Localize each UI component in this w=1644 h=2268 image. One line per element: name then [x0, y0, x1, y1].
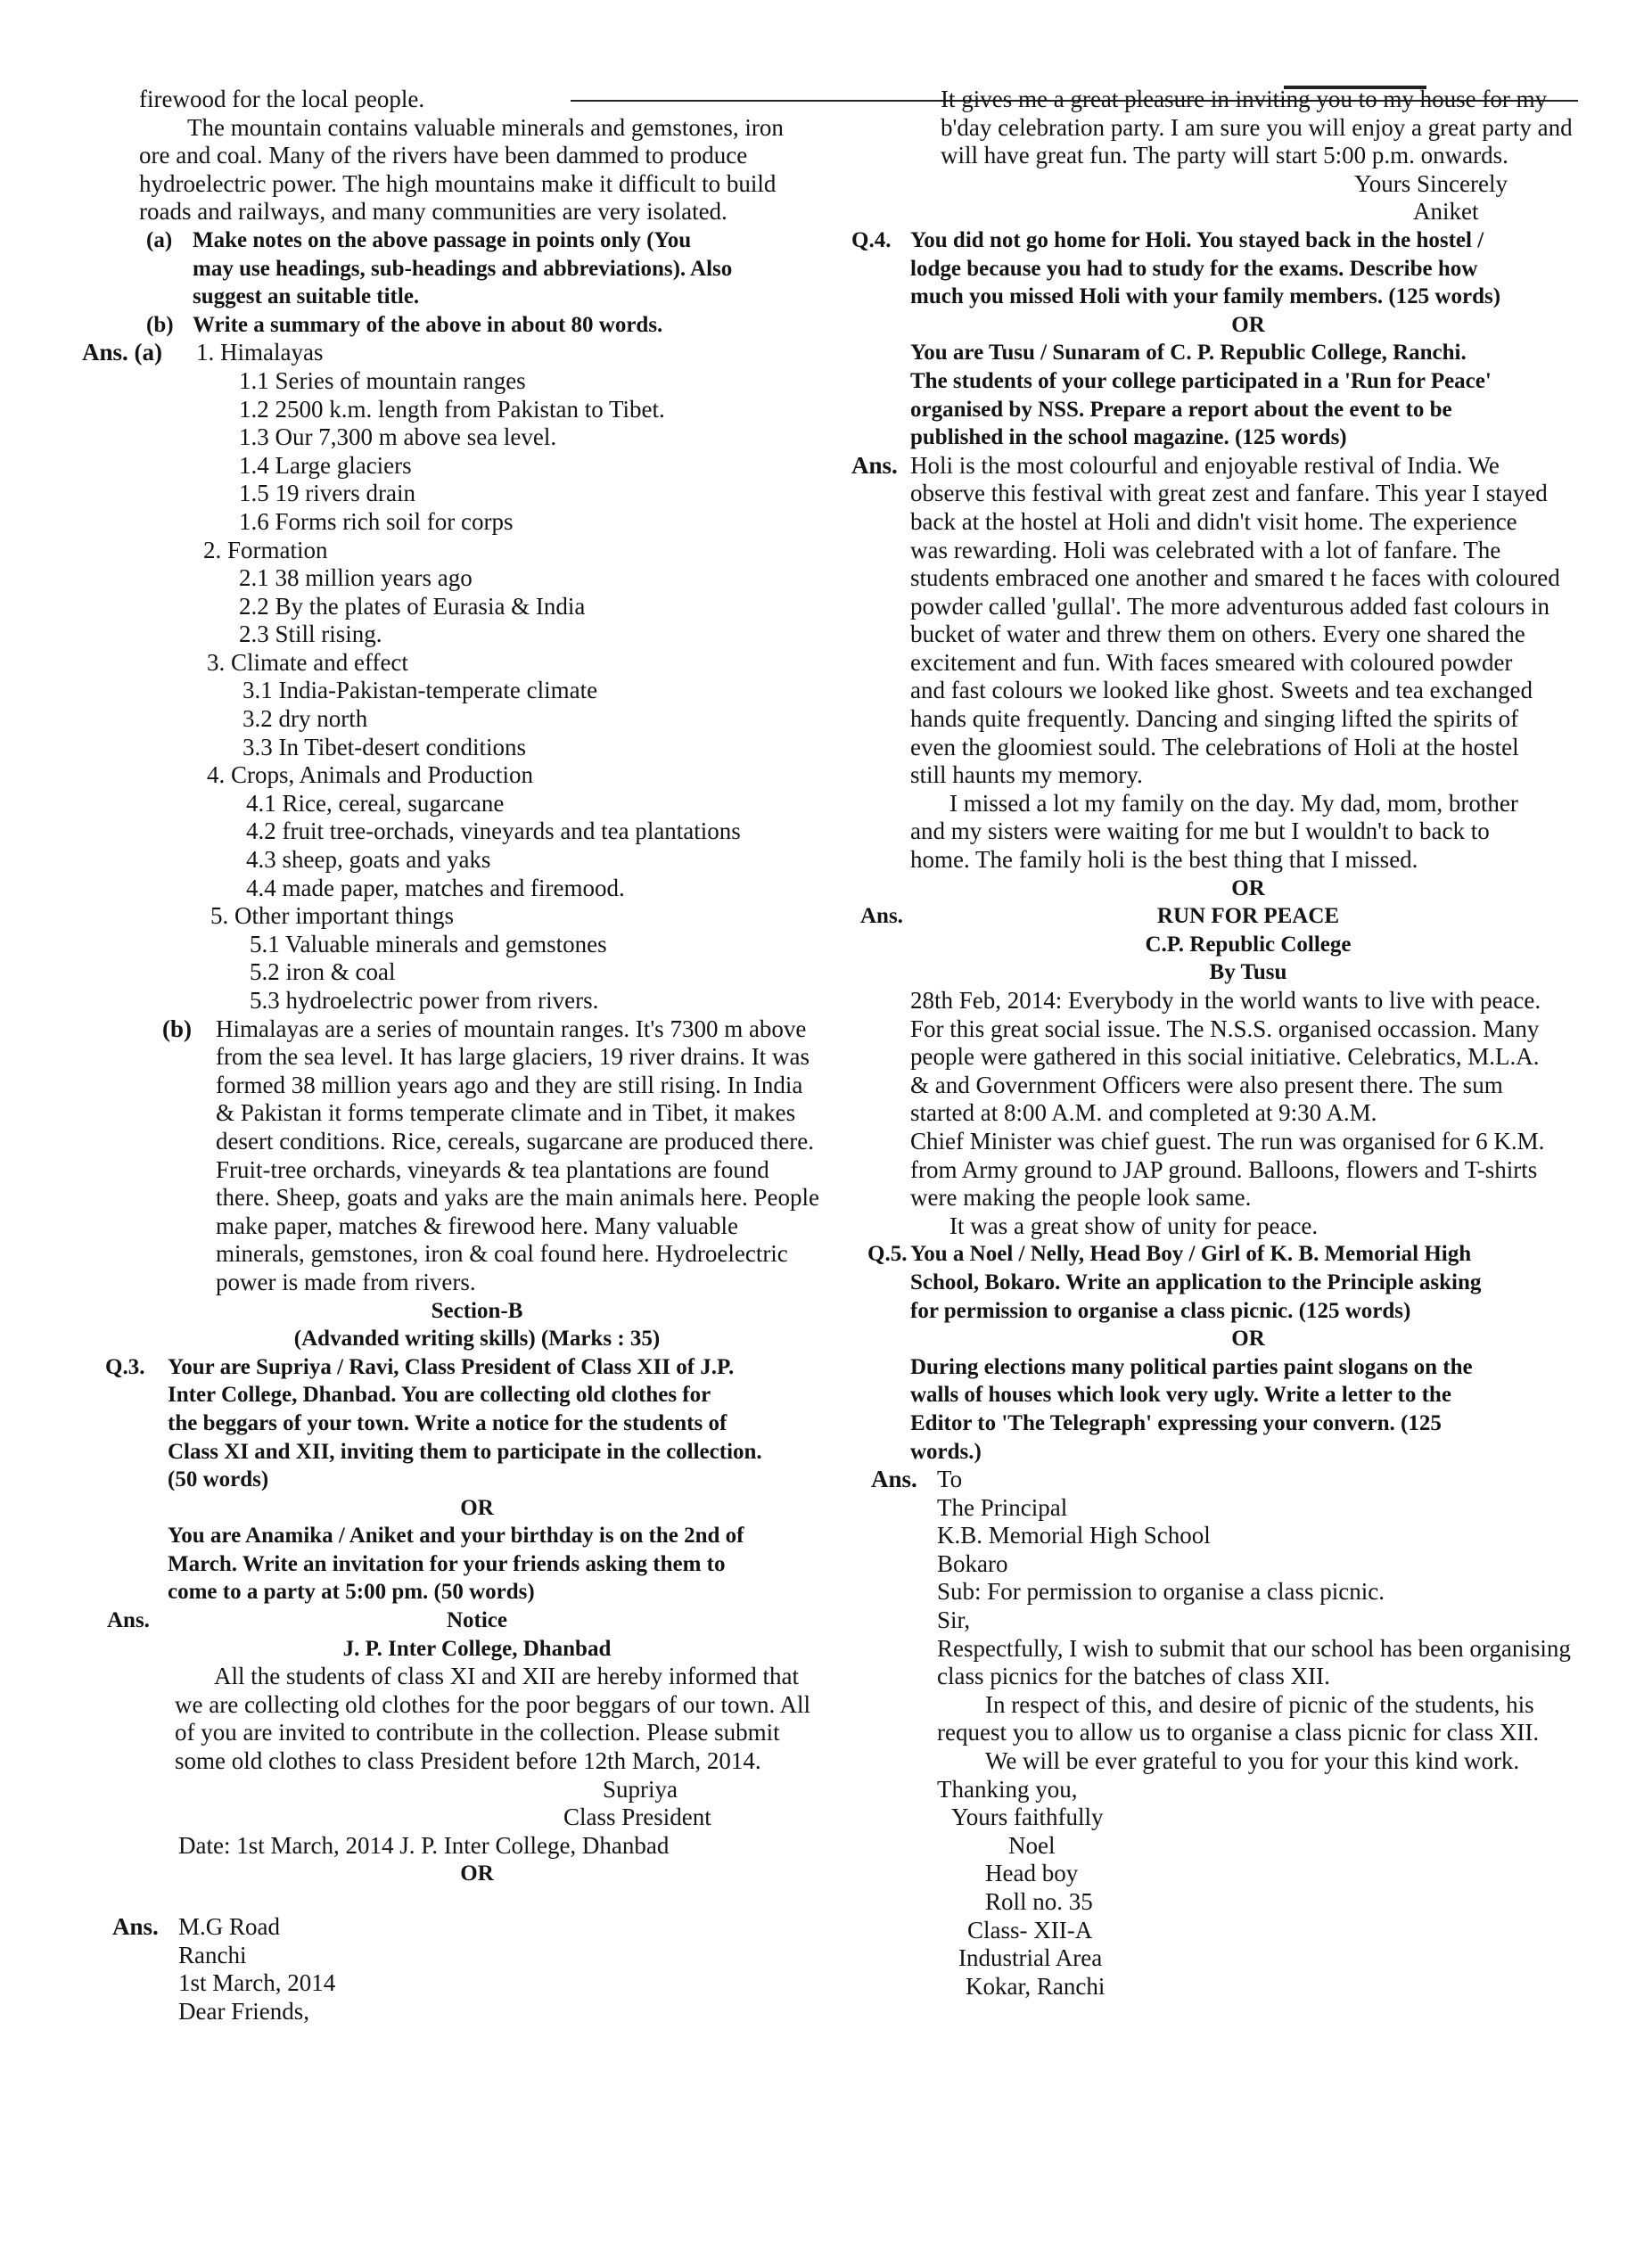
right-column-line — [851, 1381, 1591, 1409]
right-column-line — [851, 761, 1591, 790]
right-column-line — [851, 396, 1591, 424]
line-text: 5. Other important things — [210, 902, 454, 930]
line-text: Editor to 'The Telegraph' expressing your convern. (125 — [910, 1410, 1442, 1435]
right-column-line — [851, 987, 1591, 1015]
left-column-line — [107, 1550, 847, 1579]
right-column-line — [851, 1212, 1591, 1241]
line-text: Supriya — [603, 1775, 678, 1803]
line-text: will have great fun. The party will start 5:00 p.m. onwards. — [941, 142, 1508, 169]
line-text: The students of your college participated in a 'Run for Peace' — [910, 368, 1492, 393]
left-column-line — [107, 790, 847, 818]
left-column-line — [107, 1466, 847, 1494]
left-column-line — [107, 1888, 847, 1913]
right-column-line — [851, 339, 1591, 367]
right-column-line — [851, 1297, 1591, 1326]
line-text: OR — [1231, 312, 1265, 337]
line-text: 5.1 Valuable minerals and gemstones — [250, 930, 607, 957]
line-text: Class XI and XII, inviting them to participate in the collection. — [168, 1439, 762, 1464]
line-text: 4.2 fruit tree-orchads, vineyards and tea plantations — [246, 818, 741, 845]
line-text: still haunts my memory. — [910, 761, 1143, 789]
line-text: Kokar, Ranchi — [966, 1972, 1106, 2000]
left-column-line — [107, 396, 847, 424]
left-column-line — [107, 987, 847, 1015]
line-text: It gives me a great pleasure in inviting you to my house for my — [941, 86, 1548, 112]
line-text: observe this festival with great zest and fanfare. This year I stayed — [910, 480, 1548, 507]
left-column-line — [107, 1578, 847, 1606]
line-text: were making the people look same. — [910, 1184, 1252, 1212]
left-column-line — [107, 705, 847, 734]
left-column-line — [107, 1240, 847, 1269]
line-text: You did not go home for Holi. You stayed back in the hostel / — [910, 227, 1484, 252]
left-column-line — [107, 480, 847, 508]
line-text: 28th Feb, 2014: Everybody in the world wants to live with peace. — [910, 987, 1541, 1014]
right-column-line — [851, 1184, 1591, 1212]
line-text: 4.3 sheep, goats and yaks — [246, 846, 491, 874]
line-text: Notice — [446, 1608, 508, 1633]
right-column-line — [851, 818, 1591, 846]
right-column-line — [851, 1438, 1591, 1467]
line-text: the beggars of your town. Write a notice for the students of — [168, 1410, 727, 1435]
line-text: and my sisters were waiting for me but I wouldn't to back to — [910, 818, 1490, 845]
line-text: Yours faithfully — [951, 1804, 1104, 1831]
line-text: organised by NSS. Prepare a report about the event to be — [910, 397, 1452, 422]
right-column-line — [851, 846, 1591, 875]
right-column-line — [851, 1043, 1591, 1072]
question-label: (b) — [162, 1015, 192, 1042]
left-column-line — [107, 1776, 847, 1804]
right-column-line — [851, 1099, 1591, 1128]
line-text: 4.1 Rice, cereal, sugarcane — [246, 789, 505, 817]
line-text: Yours Sincerely — [1354, 169, 1508, 197]
line-text: 1.1 Series of mountain ranges — [239, 366, 526, 394]
line-text: Sir, — [937, 1606, 971, 1634]
left-column-line — [107, 1297, 847, 1326]
line-text: Class- XII-A — [967, 1916, 1093, 1943]
line-text: 2.3 Still rising. — [239, 620, 382, 648]
line-text: M.G Road — [178, 1913, 280, 1940]
line-text: there. Sheep, goats and yaks are the main animals here. People — [216, 1184, 820, 1212]
right-column-line — [851, 1156, 1591, 1185]
left-column-line — [107, 452, 847, 481]
left-column-line — [107, 1998, 847, 2026]
line-text: School, Bokaro. Write an application to the Principle asking — [910, 1270, 1482, 1294]
line-text: powder called 'gullal'. The more adventurous added fast colours in — [910, 592, 1550, 620]
line-text: Date: 1st March, 2014 J. P. Inter College, Dhanbad — [178, 1831, 670, 1859]
left-column-line — [107, 1804, 847, 1832]
line-text: some old clothes to class President before 12th March, 2014. — [175, 1747, 761, 1775]
line-text: walls of houses which look very ugly. Write a letter to the — [910, 1383, 1451, 1408]
right-column-line — [851, 1832, 1591, 1861]
line-text: OR — [460, 1495, 494, 1520]
line-text: words.) — [910, 1439, 982, 1464]
line-text: excitement and fun. With faces smeared with coloured powder — [910, 648, 1513, 676]
line-text: 2.2 By the plates of Eurasia & India — [239, 592, 586, 620]
left-column-line — [107, 1663, 847, 1691]
left-column-line — [82, 339, 847, 367]
line-text: was rewarding. Holi was celebrated with a lot of fanfare. The — [910, 536, 1501, 563]
line-text: Holi is the most colourful and enjoyable restival of India. We — [910, 451, 1500, 479]
right-column-line — [851, 1804, 1591, 1832]
line-text: The mountain contains valuable minerals and gemstones, iron — [187, 113, 784, 141]
right-column-line — [851, 1072, 1591, 1100]
line-text: Respectfully, I wish to submit that our school has been organising — [937, 1634, 1571, 1662]
right-column-line — [851, 1015, 1591, 1044]
left-column-line — [107, 677, 847, 705]
right-column-line — [851, 537, 1591, 565]
line-text: Aniket — [1413, 198, 1479, 226]
left-column-line — [107, 1156, 847, 1185]
right-column-line — [851, 1635, 1591, 1664]
line-text: 5.3 hydroelectric power from rivers. — [250, 987, 599, 1014]
line-text: You are Anamika / Aniket and your birthday is on the 2nd of — [168, 1524, 744, 1549]
line-text: 1.5 19 rivers drain — [239, 480, 415, 507]
line-text: K.B. Memorial High School — [937, 1522, 1211, 1549]
left-column-line — [107, 226, 847, 255]
line-text: (50 words) — [168, 1467, 269, 1492]
right-column-line — [851, 902, 1591, 931]
right-column-line — [851, 1466, 1591, 1494]
right-column-line — [851, 1353, 1591, 1382]
line-text: It was a great show of unity for peace. — [949, 1212, 1319, 1239]
question-label: Q.5. — [867, 1242, 908, 1267]
left-column-line — [107, 1942, 847, 1970]
line-text: Write a summary of the above in about 80 words. — [193, 312, 663, 337]
right-column-line — [851, 423, 1591, 452]
line-text: By Tusu — [1209, 960, 1287, 985]
line-text: 1.2 2500 k.m. length from Pakistan to Tibet. — [239, 395, 665, 423]
right-column-line — [851, 1973, 1591, 2001]
left-column-line — [107, 931, 847, 959]
line-text: Ranchi — [178, 1941, 247, 1968]
right-column-line — [851, 508, 1591, 537]
line-text: ore and coal. Many of the rivers have been dammed to produce — [139, 142, 748, 169]
line-text: 3.2 dry north — [242, 705, 368, 733]
line-text: We will be ever grateful to you for your this kind work. — [985, 1747, 1520, 1775]
line-text: Industrial Area — [958, 1944, 1103, 1972]
right-column-line — [851, 367, 1591, 396]
line-text: started at 8:00 A.M. and completed at 9:30 A.M. — [910, 1099, 1377, 1127]
left-column-line — [107, 902, 847, 931]
line-text: published in the school magazine. (125 words) — [910, 425, 1347, 450]
right-column-line — [851, 790, 1591, 818]
line-text: & Pakistan it forms temperate climate and in Tibet, it makes — [216, 1099, 796, 1127]
right-column-line — [851, 226, 1591, 255]
line-text: OR — [460, 1861, 494, 1886]
line-text: desert conditions. Rice, cereals, sugarcane are produced there. — [216, 1127, 814, 1155]
left-column-line — [107, 1409, 847, 1438]
left-column-line — [107, 1072, 847, 1100]
line-text: 1.4 Large glaciers — [239, 451, 412, 479]
line-text: Section-B — [431, 1298, 523, 1323]
line-text: Bokaro — [937, 1549, 1008, 1577]
line-text: hydroelectric power. The high mountains make it difficult to build — [139, 169, 777, 197]
line-text: 3. Climate and effect — [207, 648, 408, 676]
left-column-line — [107, 1606, 847, 1635]
left-column-line — [107, 367, 847, 396]
line-text: formed 38 million years ago and they are still rising. In India — [216, 1071, 803, 1098]
line-text: 1.6 Forms rich soil for corps — [239, 507, 514, 535]
left-column-line — [107, 1325, 847, 1353]
right-column-line — [851, 1860, 1591, 1888]
right-column-line — [851, 1606, 1591, 1635]
left-column-line — [107, 508, 847, 537]
line-text: Dear Friends, — [178, 1997, 309, 2025]
line-text: hands quite frequently. Dancing and singing lifted the spirits of — [910, 705, 1519, 733]
line-text: OR — [1231, 1327, 1265, 1352]
line-text: roads and railways, and many communities are very isolated. — [139, 198, 727, 226]
left-column-line — [107, 1269, 847, 1297]
left-column-line — [107, 1438, 847, 1467]
line-text: come to a party at 5:00 pm. (50 words) — [168, 1580, 535, 1605]
line-text: may use headings, sub-headings and abbreviations). Also — [193, 256, 733, 281]
line-text: 4. Crops, Animals and Production — [207, 761, 533, 789]
right-column-line — [851, 198, 1591, 226]
right-column-line — [851, 1578, 1591, 1606]
line-text: 5.2 iron & coal — [250, 958, 396, 986]
line-text: & and Government Officers were also present there. The sum — [910, 1071, 1503, 1098]
left-column-line — [107, 311, 847, 340]
right-column-line — [851, 1128, 1591, 1156]
line-text: students embraced one another and smared t he faces with coloured — [910, 564, 1560, 592]
right-column-line — [851, 649, 1591, 678]
left-column-line — [107, 846, 847, 875]
right-column-line — [851, 114, 1591, 143]
left-column-line — [107, 114, 847, 143]
left-column-line — [107, 761, 847, 790]
right-column — [851, 86, 1591, 2001]
right-column-line — [851, 1888, 1591, 1917]
line-text: of you are invited to contribute in the collection. Please submit — [175, 1719, 780, 1746]
right-column-line — [851, 1522, 1591, 1550]
right-column-line — [851, 283, 1591, 311]
line-text: The Principal — [937, 1493, 1068, 1521]
line-text: Thanking you, — [937, 1775, 1078, 1803]
left-column-line — [107, 1381, 847, 1409]
left-column-line — [107, 875, 847, 903]
line-text: Himalayas are a series of mountain ranges. It's 7300 m above — [216, 1015, 807, 1042]
right-column-line — [851, 1269, 1591, 1297]
line-text: 2.1 38 million years ago — [239, 564, 473, 592]
left-column-line — [107, 1913, 847, 1942]
right-column-line — [851, 311, 1591, 340]
left-column-line — [107, 1184, 847, 1212]
line-text: back at the hostel at Holi and didn't visit home. The experience — [910, 507, 1517, 535]
line-text: for permission to organise a class picnic. (125 words) — [910, 1298, 1411, 1323]
question-label: Ans. — [851, 451, 898, 479]
line-text: For this great social issue. The N.S.S. organised occassion. Many — [910, 1015, 1540, 1042]
question-label: Q.4. — [851, 227, 892, 252]
line-text: OR — [1231, 875, 1265, 900]
line-text: C.P. Republic College — [1145, 932, 1352, 957]
left-column-line — [107, 142, 847, 170]
right-column-line — [851, 1663, 1591, 1691]
right-column-line — [851, 170, 1591, 199]
left-column-line — [107, 283, 847, 311]
line-text: Chief Minister was chief guest. The run was organised for 6 K.M. — [910, 1127, 1545, 1155]
line-text: even the gloomiest sould. The celebrations of Holi at the hostel — [910, 733, 1519, 760]
line-text: To — [937, 1466, 963, 1493]
right-column-line — [851, 564, 1591, 593]
line-text: 1st March, 2014 — [178, 1969, 336, 1997]
left-column-line — [107, 170, 847, 199]
right-column-line — [851, 705, 1591, 734]
right-column-line — [851, 1691, 1591, 1720]
line-text: from the sea level. It has large glaciers, 19 river drains. It was — [216, 1043, 810, 1071]
right-column-line — [851, 480, 1591, 508]
line-text: I missed a lot my family on the day. My dad, mom, brother — [949, 789, 1518, 817]
question-label: Ans. — [107, 1608, 150, 1633]
line-text: 3.1 India-Pakistan-temperate climate — [242, 677, 598, 704]
left-column-line — [107, 1522, 847, 1550]
line-text: 3.3 In Tibet-desert conditions — [242, 733, 526, 760]
right-column-line — [851, 1719, 1591, 1747]
right-column-line — [851, 1325, 1591, 1353]
left-column-line — [107, 1969, 847, 1998]
right-column-line — [851, 452, 1591, 481]
line-text: minerals, gemstones, iron & coal found here. Hydroelectric — [216, 1240, 788, 1268]
left-column-line — [107, 1691, 847, 1720]
question-label: Ans. — [871, 1466, 917, 1493]
right-column-line — [851, 86, 1591, 114]
right-column-line — [851, 620, 1591, 649]
left-column-line — [107, 1212, 847, 1241]
line-text: March. Write an invitation for your friends asking them to — [168, 1551, 726, 1576]
right-column-line — [851, 677, 1591, 705]
question-label: Ans. — [112, 1913, 159, 1940]
left-column-line — [107, 423, 847, 452]
line-text: make paper, matches & firewood here. Many valuable — [216, 1212, 738, 1239]
left-column-line — [107, 564, 847, 593]
left-column-line — [107, 1719, 847, 1747]
left-column-line — [107, 818, 847, 846]
question-label: (a) — [146, 227, 173, 252]
left-column-line — [107, 593, 847, 621]
line-text: firewood for the local people. — [139, 86, 425, 112]
right-column-line — [851, 1494, 1591, 1523]
line-text: During elections many political parties paint slogans on the — [910, 1354, 1473, 1379]
left-column-line — [107, 649, 847, 678]
left-column-line — [107, 1494, 847, 1523]
line-text: b'day celebration party. I am sure you will enjoy a great party and — [941, 113, 1573, 141]
left-column-line — [107, 1099, 847, 1128]
line-text: we are collecting old clothes for the poor beggars of our town. All — [175, 1690, 811, 1718]
right-column-line — [851, 142, 1591, 170]
line-text: RUN FOR PEACE — [1156, 904, 1340, 929]
left-column-line — [107, 1353, 847, 1382]
right-column-line — [851, 1747, 1591, 1776]
left-column-line — [107, 620, 847, 649]
left-column-line — [107, 1043, 847, 1072]
left-column-line — [107, 1747, 847, 1776]
left-column-line — [107, 1015, 847, 1044]
line-text: suggest an suitable title. — [193, 284, 420, 309]
line-text: All the students of class XI and XII are hereby informed that — [214, 1663, 800, 1690]
line-text: J. P. Inter College, Dhanbad — [342, 1636, 612, 1661]
line-text: bucket of water and threw them on others. Every one shared the — [910, 620, 1525, 648]
line-text: You are Tusu / Sunaram of C. P. Republic College, Ranchi. — [910, 341, 1467, 366]
left-column-line — [107, 734, 847, 762]
line-text: and fast colours we looked like ghost. Sweets and tea exchanged — [910, 677, 1533, 704]
line-text: Noel — [1008, 1831, 1056, 1859]
right-column-line — [851, 593, 1591, 621]
question-label: Ans. (a) — [82, 339, 163, 366]
left-column — [82, 86, 847, 2026]
line-text: Your are Supriya / Ravi, Class President of Class XII of J.P. — [168, 1354, 735, 1379]
line-text: from Army ground to JAP ground. Balloons, flowers and T-shirts — [910, 1155, 1538, 1183]
line-text: Roll no. 35 — [985, 1888, 1093, 1915]
question-label: (b) — [146, 312, 174, 337]
line-text: In respect of this, and desire of picnic of the students, his — [985, 1690, 1534, 1718]
line-text: home. The family holi is the best thing that I missed. — [910, 846, 1418, 874]
question-label: Q.3. — [105, 1354, 145, 1379]
line-text: You a Noel / Nelly, Head Boy / Girl of K. B. Memorial High — [910, 1242, 1472, 1267]
right-column-line — [851, 1240, 1591, 1269]
left-column-line — [107, 1635, 847, 1664]
line-text: 1.3 Our 7,300 m above sea level. — [239, 423, 557, 451]
left-column-line — [107, 1832, 847, 1861]
line-text: Make notes on the above passage in points only (You — [193, 227, 692, 252]
line-text: people were gathered in this social initiative. Celebratics, M.L.A. — [910, 1043, 1540, 1071]
right-column-line — [851, 1550, 1591, 1579]
left-column-line — [107, 198, 847, 226]
question-label: Ans. — [860, 904, 903, 929]
line-text: 4.4 made paper, matches and firemood. — [246, 874, 625, 901]
right-column-line — [851, 875, 1591, 903]
right-column-line — [851, 1944, 1591, 1973]
right-column-line — [851, 1917, 1591, 1945]
line-text: 2. Formation — [203, 536, 328, 563]
line-text: Inter College, Dhanbad. You are collecting old clothes for — [168, 1383, 711, 1408]
left-column-line — [107, 537, 847, 565]
line-text: Fruit-tree orchards, vineyards & tea plantations are found — [216, 1155, 769, 1183]
line-text: Head boy — [985, 1860, 1079, 1887]
right-column-line — [851, 734, 1591, 762]
left-column-line — [107, 86, 847, 114]
line-text: request you to allow us to organise a class picnic for class XII. — [937, 1719, 1540, 1746]
right-column-line — [851, 255, 1591, 284]
line-text: (Advanded writing skills) (Marks : 35) — [293, 1327, 661, 1352]
line-text: power is made from rivers. — [216, 1268, 476, 1295]
line-text: class picnics for the batches of class XII. — [937, 1663, 1330, 1690]
line-text: Class President — [563, 1804, 711, 1831]
line-text: lodge because you had to study for the exams. Describe how — [910, 256, 1478, 281]
right-column-line — [851, 1409, 1591, 1438]
right-column-line — [851, 1776, 1591, 1804]
left-column-line — [107, 255, 847, 284]
right-column-line — [851, 931, 1591, 959]
line-text: 1. Himalayas — [196, 339, 324, 366]
line-text: Sub: For permission to organise a class picnic. — [937, 1578, 1385, 1606]
left-column-line — [107, 958, 847, 987]
left-column-line — [107, 1128, 847, 1156]
line-text: much you missed Holi with your family members. (125 words) — [910, 284, 1501, 309]
right-column-line — [851, 958, 1591, 987]
left-column-line — [107, 1860, 847, 1888]
